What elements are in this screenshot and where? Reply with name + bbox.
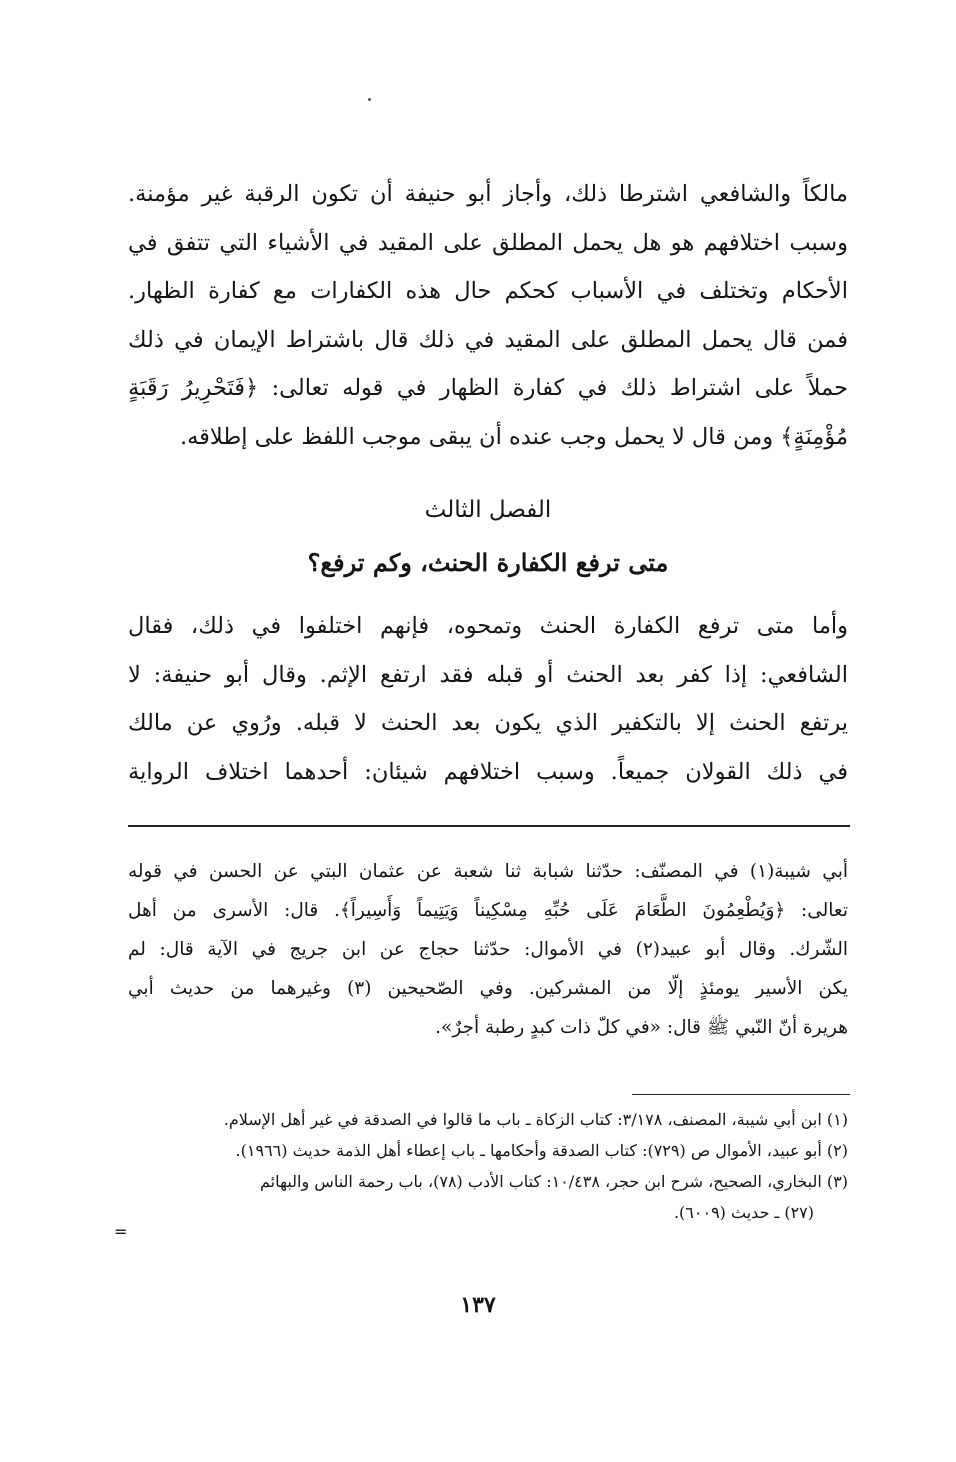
footnote-item: (٢) أبو عبيد، الأموال ص (٧٢٩): كتاب الصدقة وأحكامها ـ باب إعطاء أهل الذمة حديث (١٩٦٦). [235, 1141, 848, 1160]
commentary-block [128, 852, 848, 1047]
commentary-line: تعالى: ﴿وَيُطْعِمُونَ الطَّعَامَ عَلَى حُبِّهِ مِسْكِيناً وَيَتِيماً وَأَسِيراً﴾. قال: الأسرى من أهل [128, 900, 848, 921]
commentary-line: يكن الأسير يومئذٍ إلّا من المشركين. وفي الصّحيحين (٣) وغيرهما من حديث أبي [128, 978, 848, 999]
text-line: وسبب اختلافهم هو هل يحمل المطلق على المقيد في الأشياء التي تتفق في [128, 229, 848, 256]
commentary-line: أبي شيبة(١) في المصنّف: حدّثنا شبابة ثنا شعبة عن عثمان البتي عن الحسن في قوله [128, 861, 848, 882]
text-line: في ذلك القولان جميعاً. وسبب اختلافهم شيئان: أحدهما اختلاف الرواية [128, 758, 848, 785]
commentary-line: هريرة أنّ النّبي ﷺ قال: «في كلّ ذات كبدٍ رطبة أجرٌ». [435, 1017, 848, 1038]
section-paragraph [128, 602, 848, 796]
footnotes-block [128, 1104, 848, 1228]
chapter-title: متى ترفع الكفارة الحنث، وكم ترفع؟ [307, 548, 669, 577]
text-line: مالكاً والشافعي اشترطا ذلك، وأجاز أبو حنيفة أن تكون الرقبة غير مؤمنة. [128, 181, 848, 207]
chapter-number: الفصل الثالث [424, 497, 552, 523]
text-line: وأما متى ترفع الكفارة الحنث وتمحوه، فإنهم اختلفوا في ذلك، فقال [128, 613, 848, 639]
text-line: الشافعي: إذا كفر بعد الحنث أو قبله فقد ارتفع الإثم. وقال أبو حنيفة: لا [128, 661, 848, 688]
text-line: مُؤْمِنَةٍ﴾ ومن قال لا يحمل وجب عنده أن يبقى موجب اللفظ على إطلاقه. [179, 423, 848, 450]
page-number: ١٣٧ [460, 1292, 496, 1318]
text-line: الأحكام وتختلف في الأسباب كحكم حال هذه الكفارات مع كفارة الظهار. [128, 278, 848, 304]
footnote-continuation-mark: = [114, 1222, 128, 1241]
page-speck [368, 98, 371, 101]
text-line: فمن قال يحمل المطلق على المقيد في ذلك قال باشتراط الإيمان في ذلك [128, 326, 848, 353]
commentary-line: الشّرك. وقال أبو عبيد(٢) في الأموال: حدّثنا حجاج عن ابن جريج في الآية قال: لم [128, 939, 848, 960]
text-line: حملاً على اشتراط ذلك في كفارة الظهار في قوله تعالى: ﴿فَتَحْرِيرُ رَقَبَةٍ [128, 375, 848, 401]
intro-paragraph [128, 170, 848, 461]
commentary-divider [128, 825, 850, 827]
footnote-item: (٣) البخاري، الصحيح، شرح ابن حجر، ١٠/٤٣٨: كتاب الأدب (٧٨)، باب رحمة الناس والبهائم [259, 1172, 848, 1191]
footnote-divider [632, 1094, 850, 1095]
footnote-item: (١) ابن أبي شيبة، المصنف، ٣/١٧٨: كتاب الزكاة ـ باب ما قالوا في الصدقة في غير أهل الإسلام. [223, 1110, 848, 1129]
text-line: يرتفع الحنث إلا بالتكفير الذي يكون بعد الحنث لا قبله. ورُوي عن مالك [128, 710, 848, 736]
footnote-item-continued: (٢٧) ـ حديث (٦٠٠٩). [673, 1203, 814, 1222]
